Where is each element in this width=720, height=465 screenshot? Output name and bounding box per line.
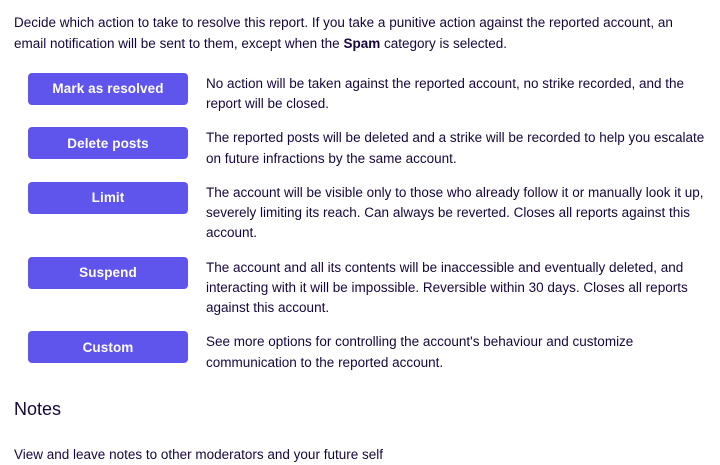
- mark-as-resolved-description: No action will be taken against the reported account, no strike recorded, and the report will be closed.: [206, 75, 685, 112]
- action-row-custom: [14, 331, 706, 373]
- action-row-mark-as-resolved: [14, 73, 706, 115]
- mark-as-resolved-button[interactable]: Mark as resolved: [28, 73, 188, 105]
- notes-section: [14, 399, 706, 465]
- notes-subtitle: View and leave notes to other moderators and your future self: [14, 446, 383, 462]
- action-row-delete-posts: [14, 127, 706, 169]
- intro-text-before: Decide which action to take to resolve this report. If you take a punitive action against the reported account, an email notification will be sent to them, except when the: [14, 15, 673, 51]
- action-row-limit: [14, 182, 706, 244]
- action-list: [14, 73, 706, 373]
- suspend-button[interactable]: Suspend: [28, 257, 188, 289]
- custom-button[interactable]: Custom: [28, 331, 188, 363]
- notes-heading: Notes: [14, 398, 62, 419]
- limit-button[interactable]: Limit: [28, 182, 188, 214]
- action-row-suspend: [14, 257, 706, 319]
- custom-description: See more options for controlling the account's behaviour and customize communication to the reported account.: [206, 334, 634, 370]
- limit-description: The account will be visible only to those who already follow it or manually look it up, severely limiting its reach. Can always be reverted. Closes all reports against this account.: [206, 184, 704, 241]
- intro-paragraph: [14, 13, 704, 55]
- suspend-description: The account and all its contents will be inaccessible and eventually deleted, and interacting with it will be impossible. Reversible within 30 days. Closes all reports against this account.: [206, 259, 688, 316]
- intro-emphasis-spam: Spam: [343, 35, 381, 51]
- intro-text-after: category is selected.: [380, 35, 508, 51]
- delete-posts-description: The reported posts will be deleted and a strike will be recorded to help you escalate on future infractions by the same account.: [206, 130, 705, 166]
- delete-posts-button[interactable]: Delete posts: [28, 127, 188, 159]
